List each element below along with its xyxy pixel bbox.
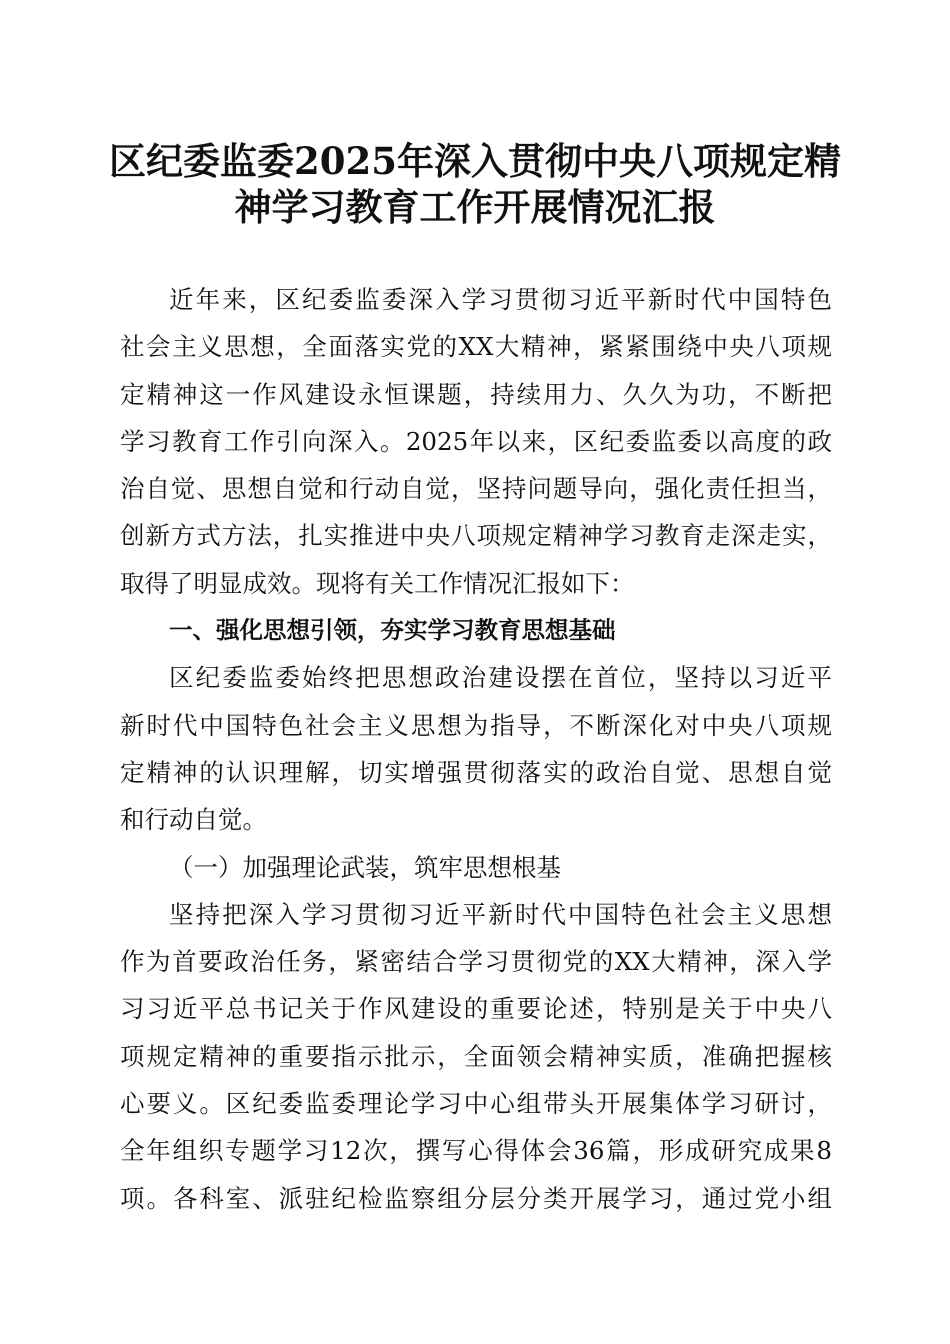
title-line-1: 区纪委监委2025年深入贯彻中央八项规定精 [109,139,841,183]
intro-line: 取得了明显成效。现将有关工作情况汇报如下： [120,568,635,598]
document-title [100,138,850,230]
document-body [120,276,832,1222]
section1-line: 新时代中国特色社会主义思想为指导，不断深化对中央八项规 [120,710,832,740]
intro-line: 治自觉、思想自觉和行动自觉，坚持问题导向，强化责任担当， [120,474,832,504]
intro-line: 学习教育工作引向深入。2025年以来，区纪委监委以高度的政 [120,426,832,456]
intro-line: 定精神这一作风建设永恒课题，持续用力、久久为功，不断把 [120,379,832,409]
intro-line: 近年来，区纪委监委深入学习贯彻习近平新时代中国特色 [169,285,832,314]
intro-line: 创新方式方法，扎实推进中央八项规定精神学习教育走深走实， [120,521,832,551]
subsection1-line: 项。各科室、派驻纪检监察组分层分类开展学习，通过党小组 [120,1183,832,1213]
section1-line: 区纪委监委始终把思想政治建设摆在首位，坚持以习近平 [169,663,832,693]
subsection1-line: 心要义。区纪委监委理论学习中心组带头开展集体学习研讨， [120,1089,832,1119]
title-line-2: 神学习教育工作开展情况汇报 [234,185,716,229]
subsection1-line: 坚持把深入学习贯彻习近平新时代中国特色社会主义思想 [169,899,832,929]
subsection1-line: 作为首要政治任务，紧密结合学习贯彻党的XX大精神，深入学 [120,947,832,977]
section1-line: 定精神的认识理解，切实增强贯彻落实的政治自觉、思想自觉 [120,757,832,787]
section1-line: 和行动自觉。 [120,805,267,835]
subsection1-line: 习习近平总书记关于作风建设的重要论述，特别是关于中央八 [120,994,832,1024]
subsection-heading-1: （一）加强理论武装，筑牢思想根基 [169,852,561,882]
intro-line: 社会主义思想，全面落实党的XX大精神，紧紧围绕中央八项规 [120,332,832,362]
subsection1-line: 项规定精神的重要指示批示，全面领会精神实质，准确把握核 [120,1041,832,1071]
section-heading-1: 一、强化思想引领，夯实学习教育思想基础 [169,616,616,645]
subsection1-line: 全年组织专题学习12次，撰写心得体会36篇，形成研究成果8 [120,1136,832,1166]
